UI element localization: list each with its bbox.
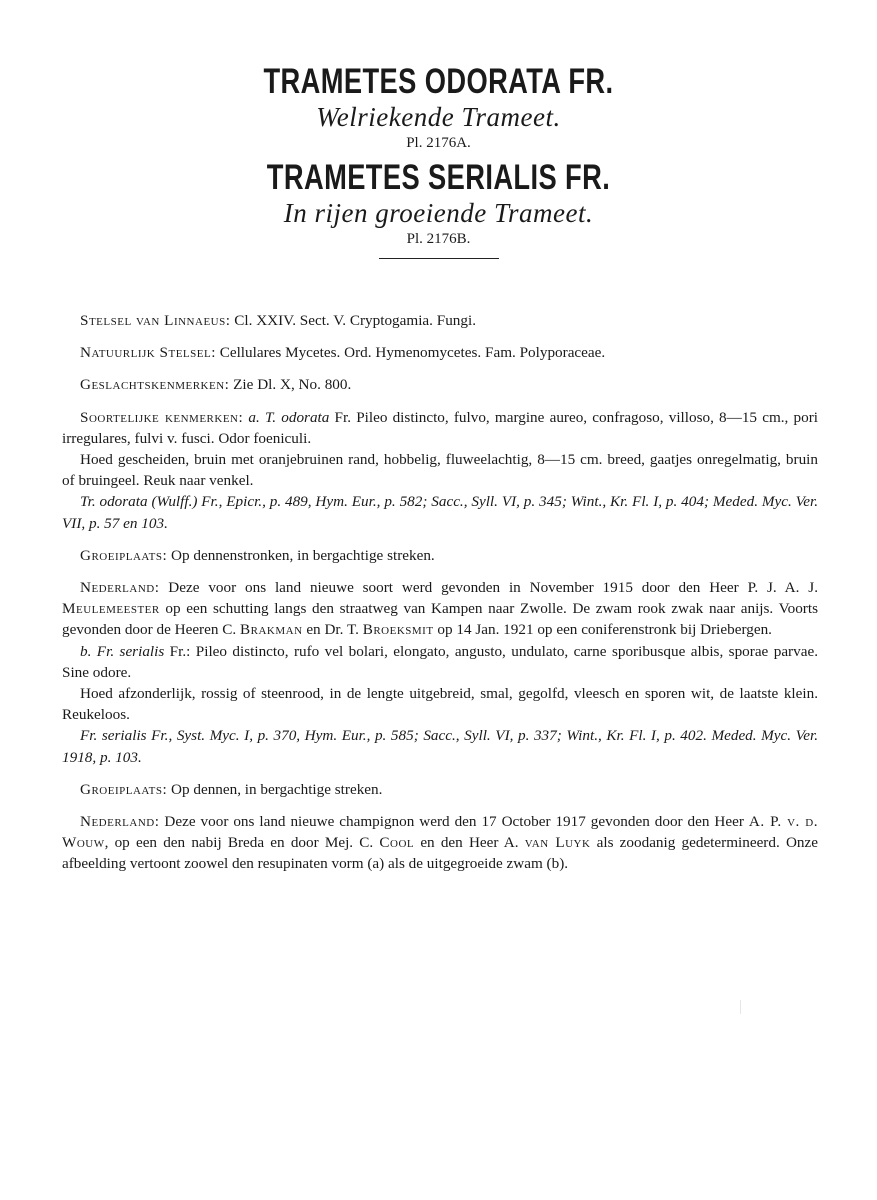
species-b-paragraph: b. Fr. serialis Fr.: Pileo distincto, rufo vel bolari, elongato, angusto, undulato, carne sporibusque albis, sporae parvae. Sine odore. bbox=[62, 642, 818, 681]
habitat-serialis-paragraph: Groeiplaats: Op dennen, in bergachtige streken. bbox=[80, 780, 383, 798]
netherlands-serialis-paragraph: Nederland: Deze voor ons land nieuwe champignon werd den 17 October 1917 gevonden door den Heer A. P. v. d. Wouw, op een den nabij Breda en door Mej. C. Cool en den Heer A. van Luyk als zoodanig gedetermineerd. Onze afbeelding vertoont zoowel den resupinaten vorm (a) als de uitgegroeide zwam (b). bbox=[62, 813, 818, 873]
scan-speck bbox=[740, 1000, 741, 1014]
document-body bbox=[62, 310, 818, 875]
header-divider bbox=[379, 258, 499, 259]
species-characters-paragraph: Soortelijke kenmerken: a. T. odorata Fr. Pileo distincto, fulvo, margine aureo, confragoso, villoso, 8—15 cm., pori irregulares, fulvi v. fusci. Odor foeniculi. bbox=[62, 408, 818, 447]
species-title-serialis: TRAMETES SERIALIS FR. bbox=[266, 158, 611, 197]
plate-number-b: Pl. 2176B. bbox=[406, 231, 471, 247]
description-odorata-paragraph: Hoed gescheiden, bruin met oranjebruinen rand, hobbelig, fluweelachtig, 8—15 cm. breed, gaatjes onregelmatig, bruin of bruingeel. Reuk naar venkel. bbox=[62, 451, 818, 490]
genus-characters-paragraph: Geslachtskenmerken: Zie Dl. X, No. 800. bbox=[80, 376, 352, 394]
plate-number-a: Pl. 2176A. bbox=[406, 135, 471, 151]
species-subtitle-serialis: In rijen groeiende Trameet. bbox=[283, 198, 594, 228]
netherlands-odorata-paragraph: Nederland: Deze voor ons land nieuwe soort werd gevonden in November 1915 door den Heer P. J. A. J. Meulemeester op een schutting langs den straatweg van Kampen naar Zwolle. De zwam rook zwak naar anijs. Voorts gevonden door de Heeren C. Brakman en Dr. T. Broeksmit op 14 Jan. 1921 op een coniferenstronk bij Driebergen. bbox=[62, 579, 818, 639]
natural-system-paragraph: Natuurlijk Stelsel: Cellulares Mycetes. Ord. Hymenomycetes. Fam. Polyporaceae. bbox=[80, 344, 606, 362]
references-odorata-paragraph: Tr. odorata (Wulff.) Fr., Epicr., p. 489, Hym. Eur., p. 582; Sacc., Syll. VI, p. 345; Wint., Kr. Fl. I, p. 404; Meded. Myc. Ver. VII, p. 57 en 103. bbox=[62, 493, 818, 532]
document-header bbox=[0, 62, 877, 259]
description-serialis-paragraph: Hoed afzonderlijk, rossig of steenrood, in de lengte uitgebreid, smal, gegolfd, vleesch en sporen wit, de laatste klein. Reukeloos. bbox=[62, 685, 818, 724]
habitat-odorata-paragraph: Groeiplaats: Op dennenstronken, in bergachtige streken. bbox=[80, 546, 435, 564]
species-subtitle-odorata: Welriekende Trameet. bbox=[316, 102, 561, 132]
references-serialis-paragraph: Fr. serialis Fr., Syst. Myc. I, p. 370, Hym. Eur., p. 585; Sacc., Syll. VI, p. 337; Wint., Kr. Fl. I, p. 402. Meded. Myc. Ver. 1918, p. 103. bbox=[62, 727, 818, 766]
linnaeus-system-paragraph: Stelsel van Linnaeus: Cl. XXIV. Sect. V. Cryptogamia. Fungi. bbox=[80, 312, 476, 329]
species-title-odorata: TRAMETES ODORATA FR. bbox=[263, 62, 614, 101]
